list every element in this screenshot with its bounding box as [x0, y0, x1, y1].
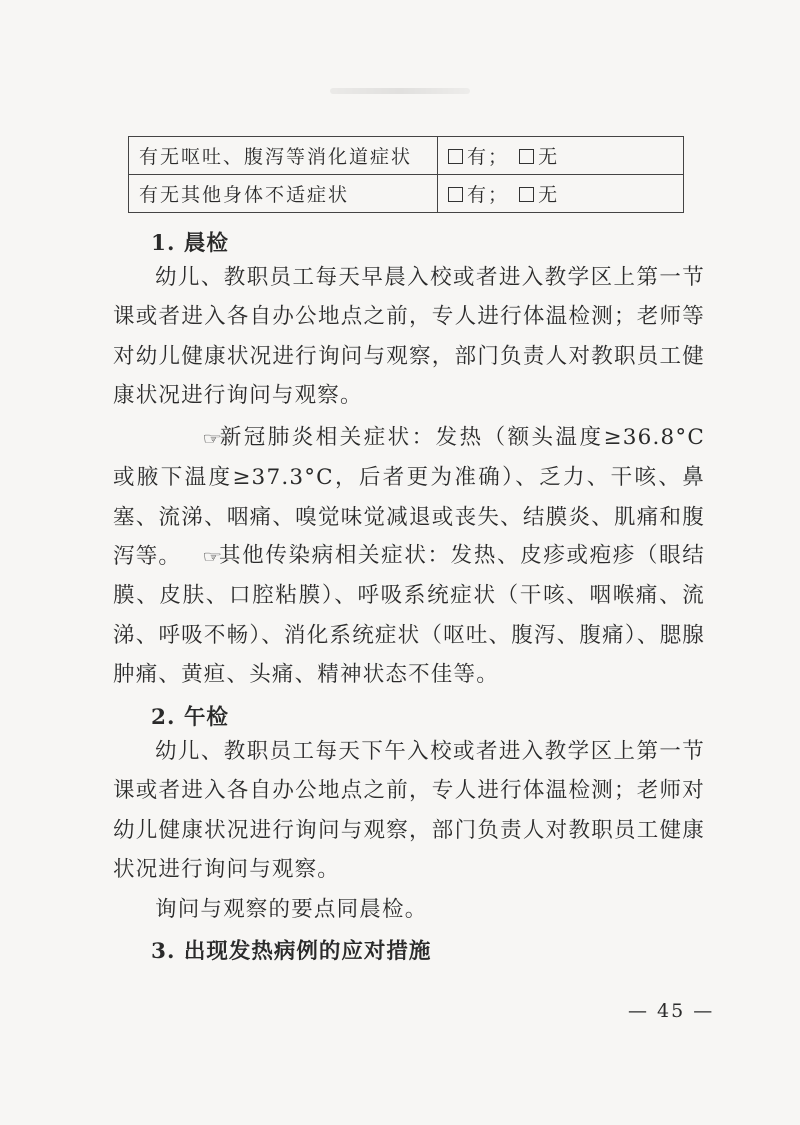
page-number: — 45 — [628, 1000, 715, 1022]
section-heading-1: 1. 晨检 [151, 231, 229, 256]
pointing-hand-icon: ☞ [202, 429, 225, 448]
table-question: 有无其他身体不适症状 [129, 175, 438, 213]
section-1-bullet-2 [113, 536, 705, 694]
option-no: 无 [538, 184, 560, 206]
table-answer [438, 137, 684, 175]
table-row [129, 175, 684, 213]
section-heading-3: 3. 出现发热病例的应对措施 [151, 939, 432, 964]
table-row [129, 137, 684, 175]
option-yes: 有； [467, 146, 510, 168]
table-question: 有无呕吐、腹泻等消化道症状 [129, 137, 438, 175]
section-heading-2: 2. 午检 [151, 705, 229, 730]
paragraph: 幼儿、教职员工每天下午入校或者进入教学区上第一节课或者进入各自办公地点之前，专人进行体温检测；老师对幼儿健康状况进行询问与观察，部门负责人对教职员工健康状况进行询问与观察。 [113, 739, 705, 882]
table-answer [438, 175, 684, 213]
checkbox-icon[interactable] [448, 149, 463, 164]
checkbox-icon[interactable] [448, 187, 463, 202]
bullet-text: 其他传染病相关症状：发热、皮疹或疱疹（眼结膜、皮肤、口腔粘膜）、呼吸系统症状（干咳、咽喉痛、流涕、呼吸不畅）、消化系统症状（呕吐、腹泻、腹痛）、腮腺肿痛、黄疸、头痛、精神状态不佳等。 [113, 543, 705, 687]
paragraph: 幼儿、教职员工每天早晨入校或者进入教学区上第一节课或者进入各自办公地点之前，专人进行体温检测；老师等对幼儿健康状况进行询问与观察，部门负责人对教职员工健康状况进行询问与观察。 [113, 265, 705, 408]
pointing-hand-icon: ☞ [202, 547, 225, 566]
bullet-text: 新冠肺炎相关症状：发热（额头温度≥36.8°C或腋下温度≥37.3°C，后者更为准确）、乏力、干咳、鼻塞、流涕、咽痛、嗅觉味觉减退或丧失、结膜炎、肌痛和腹泻等。 [113, 425, 705, 569]
symptom-table [128, 136, 684, 213]
option-yes: 有； [467, 184, 510, 206]
section-1-body [113, 258, 705, 415]
section-2-body [113, 732, 705, 889]
checkbox-icon[interactable] [519, 149, 534, 164]
header-artifact [330, 88, 470, 94]
section-2-note [113, 890, 705, 929]
option-no: 无 [538, 146, 560, 168]
paragraph: 询问与观察的要点同晨检。 [155, 897, 428, 922]
checkbox-icon[interactable] [519, 187, 534, 202]
bullet-paragraph [113, 536, 705, 694]
